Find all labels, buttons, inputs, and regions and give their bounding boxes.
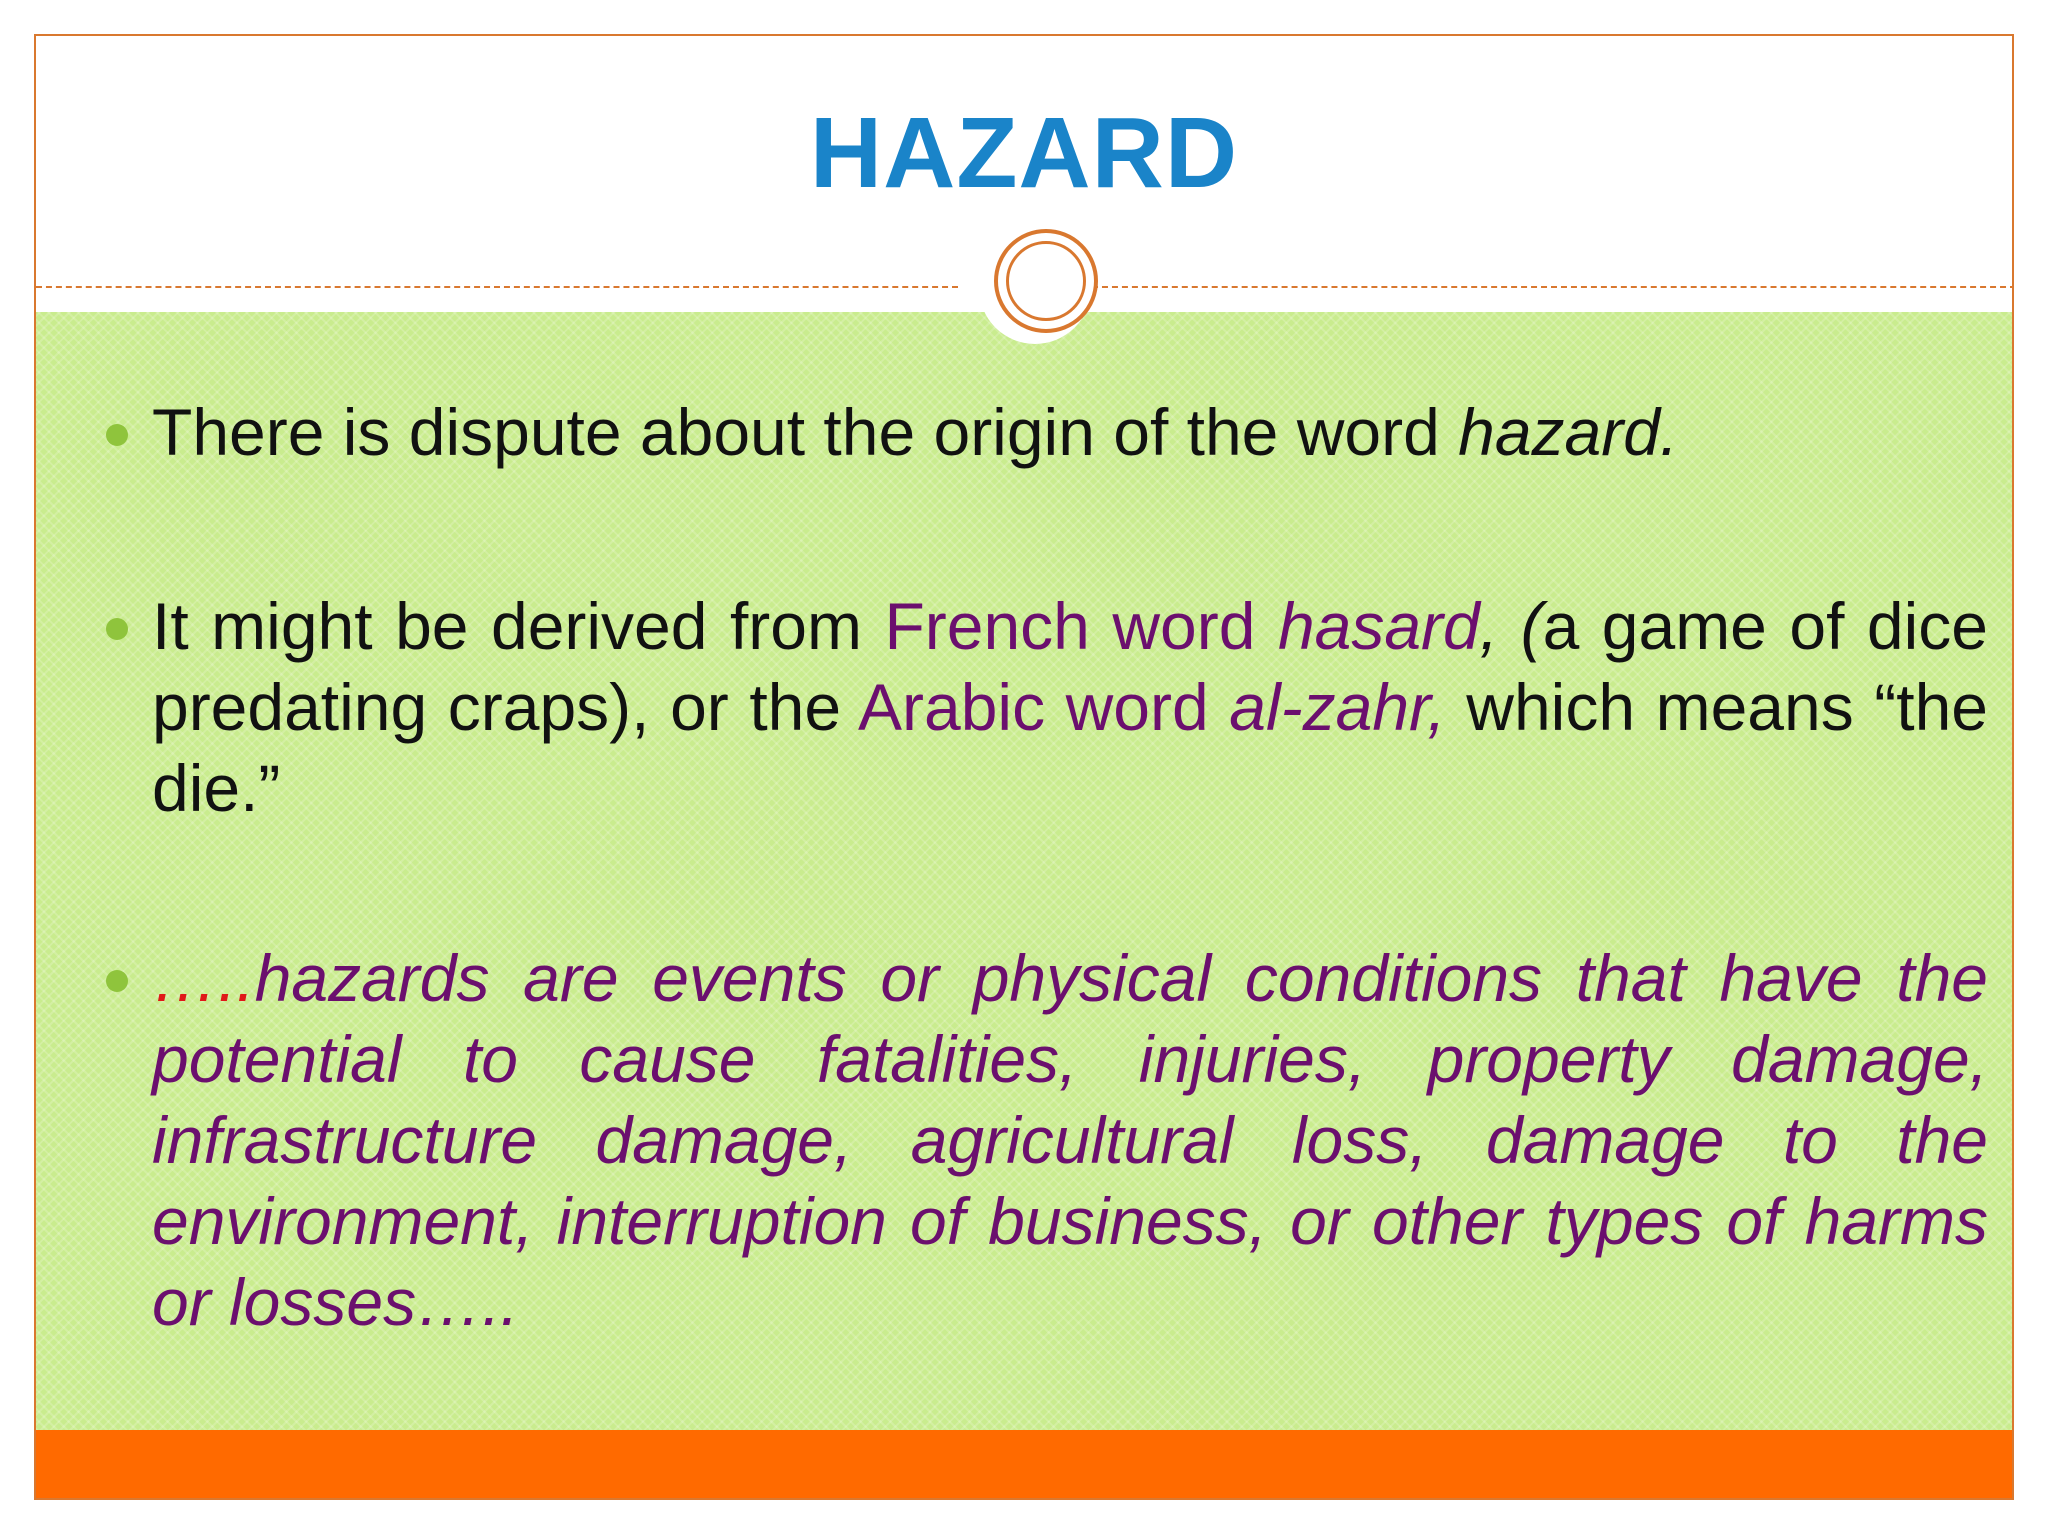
definition-text: hazards are events or physical conditions that have the potential to cause fatalities, injuries, property damage, infrastructure damage, agricultural loss, damage to the environment, interruption of business, or other types of harms or losses…..	[152, 941, 1988, 1339]
comma-paren: , (	[1479, 589, 1543, 663]
bullet-list	[36, 312, 2012, 1430]
divider-inner-ring	[1006, 241, 1086, 321]
divider-circle-icon	[994, 229, 1098, 333]
french-word-label: French word	[884, 589, 1278, 663]
lead-ellipsis: …..	[152, 941, 255, 1015]
bullet-item-definition	[152, 938, 1988, 1343]
bullet-item-derivation	[152, 586, 1988, 829]
slide-title: HAZARD	[809, 97, 1239, 209]
arabic-word-label: Arabic word	[858, 670, 1230, 744]
bullet-italic-word: hazard.	[1458, 395, 1679, 469]
bullet-dot-icon	[106, 618, 128, 640]
content-panel	[36, 312, 2012, 1430]
bullet-dot-icon	[106, 424, 128, 446]
bullet-text: which means “the die.”	[152, 670, 1988, 825]
hasard-word: hasard	[1277, 589, 1480, 663]
divider-line-left	[36, 286, 958, 288]
alzahr-word: al-zahr,	[1229, 670, 1446, 744]
bullet-text: There is dispute about the origin of the word	[152, 395, 1459, 469]
bullet-dot-icon	[106, 970, 128, 992]
bullet-item-origin-dispute	[152, 392, 1988, 473]
bullet-text: It might be derived from	[152, 589, 885, 663]
slide-frame	[34, 34, 2014, 1500]
bottom-accent-bar	[36, 1430, 2012, 1500]
bullet-text: a game of dice predating craps), or the	[152, 589, 1989, 744]
divider-line-right	[1092, 286, 2014, 288]
